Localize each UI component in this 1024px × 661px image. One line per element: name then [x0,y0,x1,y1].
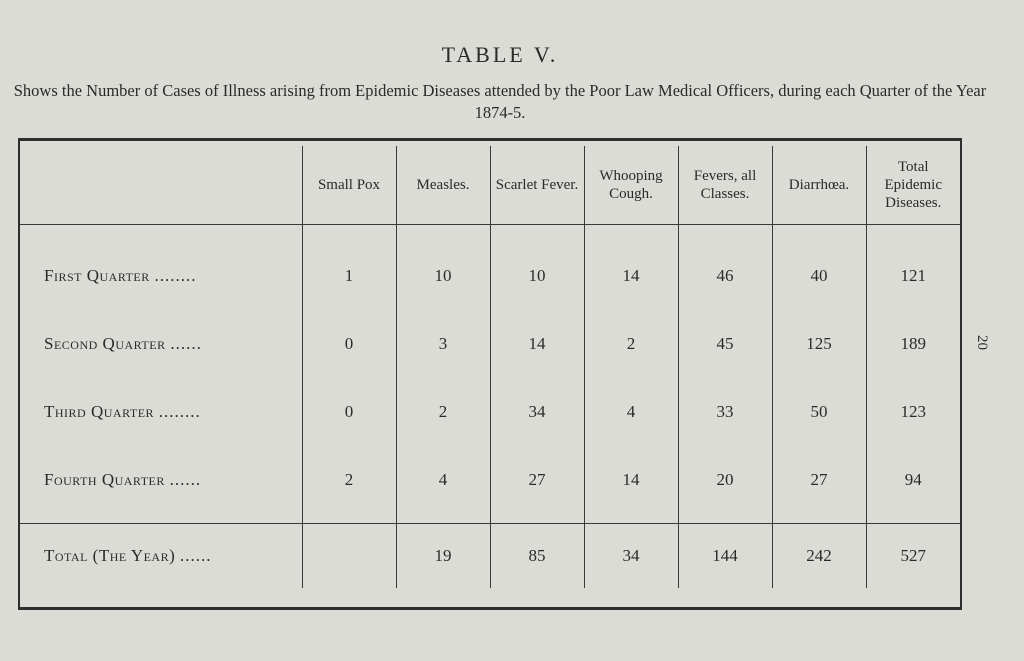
column-header: Scarlet Fever. [490,146,584,225]
table-cell: 2 [584,310,678,378]
row-label [20,225,302,311]
dot-leader: ...... [169,470,202,489]
table-cell: 1 [302,225,396,311]
table-cell: 19 [396,524,490,589]
row-label-text: Total (The Year) [44,546,176,565]
table-cell: 94 [866,446,960,524]
table-row [20,225,960,311]
table-cell: 34 [490,378,584,446]
table-cell: 14 [584,446,678,524]
table-cell: 40 [772,225,866,311]
column-header: Total Epidemic Diseases. [866,146,960,225]
table-caption: Shows the Number of Cases of Illness arising from Epidemic Diseases attended by the Poor Law Medical Officers, during each Quarter of the Year 1874-5. [13,81,987,122]
row-label [20,378,302,446]
page-number: 20 [974,335,990,350]
table-cell: 4 [396,446,490,524]
table-cell: 34 [584,524,678,589]
table-cell: 85 [490,524,584,589]
table-cell: 10 [396,225,490,311]
table-cell: 27 [490,446,584,524]
column-header: Small Pox [302,146,396,225]
table-cell: 0 [302,378,396,446]
epidemic-diseases-table [20,146,960,588]
table-cell: 3 [396,310,490,378]
row-label-text: Third Quarter [44,402,155,421]
column-header: Measles. [396,146,490,225]
dot-leader: ...... [180,546,212,565]
table-cell: 121 [866,225,960,311]
table-cell: 2 [396,378,490,446]
table-cell: 14 [584,225,678,311]
table-row [20,446,960,524]
row-label [20,446,302,524]
table-cell: 27 [772,446,866,524]
header-corner [20,146,302,225]
column-header: Fevers, all Classes. [678,146,772,225]
table-cell: 527 [866,524,960,589]
dot-leader: ...... [170,334,202,353]
table-cell: 2 [302,446,396,524]
table-title: TABLE V. [441,42,559,67]
table-cell: 45 [678,310,772,378]
table-cell: 123 [866,378,960,446]
dot-leader: ........ [158,402,201,421]
total-row [20,524,960,589]
table-cell: 46 [678,225,772,311]
row-label-text: Second Quarter [44,334,166,353]
row-label-text: First Quarter [44,266,150,285]
header-row [20,146,960,225]
table-cell: 4 [584,378,678,446]
table-cell: 10 [490,225,584,311]
table-cell: 144 [678,524,772,589]
table-cell: 0 [302,310,396,378]
table-row [20,310,960,378]
table-row [20,378,960,446]
row-label [20,524,302,589]
table-cell [302,524,396,589]
table-cell: 242 [772,524,866,589]
table-cell: 125 [772,310,866,378]
table-cell: 50 [772,378,866,446]
row-label [20,310,302,378]
column-header: Whooping Cough. [584,146,678,225]
table-cell: 14 [490,310,584,378]
table-cell: 20 [678,446,772,524]
table-cell: 189 [866,310,960,378]
column-header: Diarrhœa. [772,146,866,225]
dot-leader: ........ [154,266,197,285]
row-label-text: Fourth Quarter [44,470,165,489]
table-cell: 33 [678,378,772,446]
